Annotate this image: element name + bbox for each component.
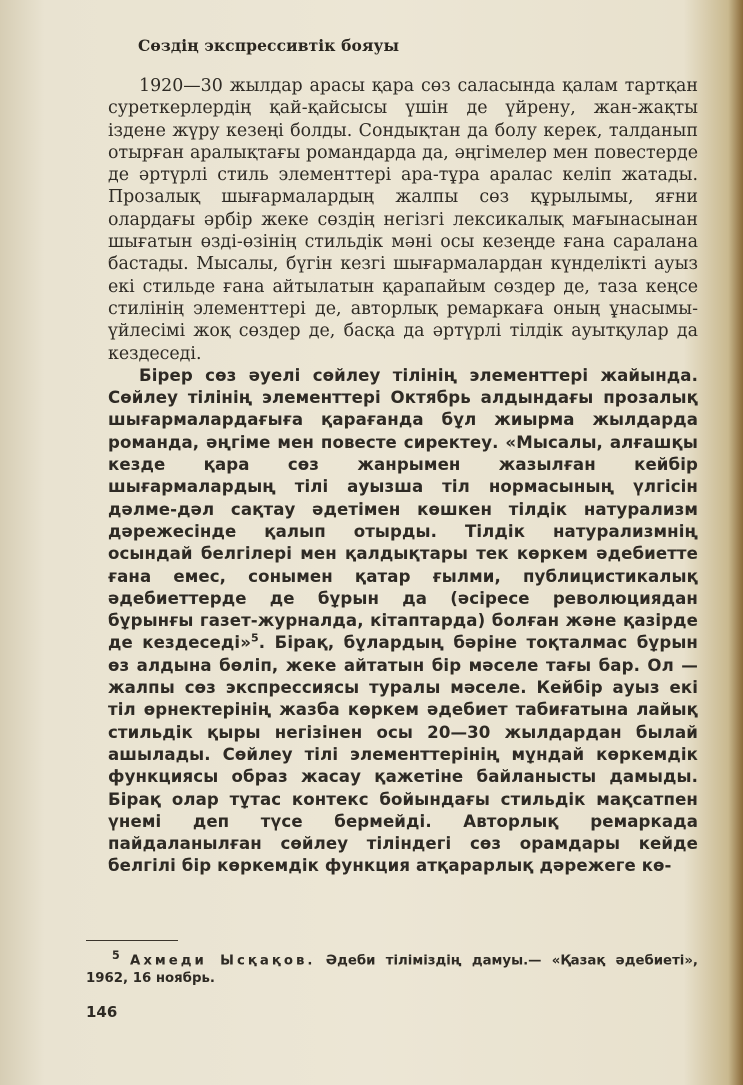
footnote-reference[interactable]: 5 <box>251 631 259 645</box>
footnote <box>86 947 698 988</box>
paragraph-1 <box>108 75 698 365</box>
paragraph-2-text: Бірер сөз әуелі сөйлеу тілінің элементтері жайында. Сөйлеу тілінің элементтері Октябрь алдындағы прозалық шығармалардағыға қарағанда бұл жиырма жылдарда романда, әңгіме мен повесте сиректеу. «Мысалы, алғашқы кезде қара сөз жанрымен жазылған кейбір шығармалардың тілі ауызша тіл нормасының үлгісін дәлме-дәл сақтау әдетімен көшкен тілдік натурализм дәрежесінде қалып отырды. Тілдік натурализмнің осындай белгілері мен қалдықтары тек көркем әдебиетте ғана емес, сонымен қатар ғылми, публицистикалық әдебиеттерде де бұрын да (әсіресе революциядан бұрынғы газет-журналда, кітаптарда) болған және қазірде де кездеседі» <box>108 365 698 653</box>
paragraph-1-text: 1920—30 жылдар арасы қара сөз саласында қалам тартқан суреткерлердің қай-қайсысы үшін де үйрену, жан-жақты іздене жүру кезеңі болды. Сондықтан да болу керек, талданып отырған аралықтағы романдарда да, әңгімелер мен повестерде де әртүрлі стиль элементтері ара-тұра аралас келіп жатады. Прозалық шығармалардың жалпы сөз құрылымы, яғни олардағы әрбір жеке сөздің негізгі лексикалық мағынасынан шығатын өзді-өзінің стильдік мәні осы кезеңде ғана саралана бастады. Мысалы, бүгін кезгі шығармалардан күнделікті ауыз екі стильде ғана айтылатын қарапайым сөздер де, таза кеңсе стилінің элементтері де, авторлық ремаркаға оның ұнасымы-үйлесімі жоқ сөздер де, басқа да әртүрлі тілдік ауытқулар да кездеседі. <box>108 76 698 364</box>
footnote-text: Әдеби тіліміздің дамуы.— «Қазақ әдебиеті», 1962, 16 ноябрь. <box>86 953 698 987</box>
main-text <box>108 36 698 878</box>
page-number: 146 <box>86 1003 118 1021</box>
paragraph-2 <box>108 365 698 878</box>
section-title: Сөздің экспрессивтік бояуы <box>138 36 400 55</box>
footnote-author: Ахмеди Ысқақов. <box>130 953 316 969</box>
footnote-divider <box>86 940 178 941</box>
footnote-number: 5 <box>112 949 120 962</box>
paragraph-2-text-after: . Бірақ, бұлардың бәріне тоқталмас бұрын өз алдына бөліп, жеке айтатын бір мәселе тағы бар. Ол — жалпы сөз экспрессиясы туралы мәселе. Кейбір ауыз екі тіл өрнектерінің жазба көркем әдебиет табиғатына лайық стильдік қыры негізінен осы 20—30 жылдардан былай ашылады. Сөйлеу тілі элементтерінің мұндай көркемдік функциясы образ жасау қажетіне байланысты дамыды. Бірақ олар тұтас контекс бойындағы стильдік мақсатпен үнемі деп түсе бермейді. Авторлық ремаркада пайдаланылған сөйлеу тіліндегі сөз орамдары кейде белгілі бір көркемдік функция атқарарлық дәрежеге кө- <box>108 633 698 876</box>
